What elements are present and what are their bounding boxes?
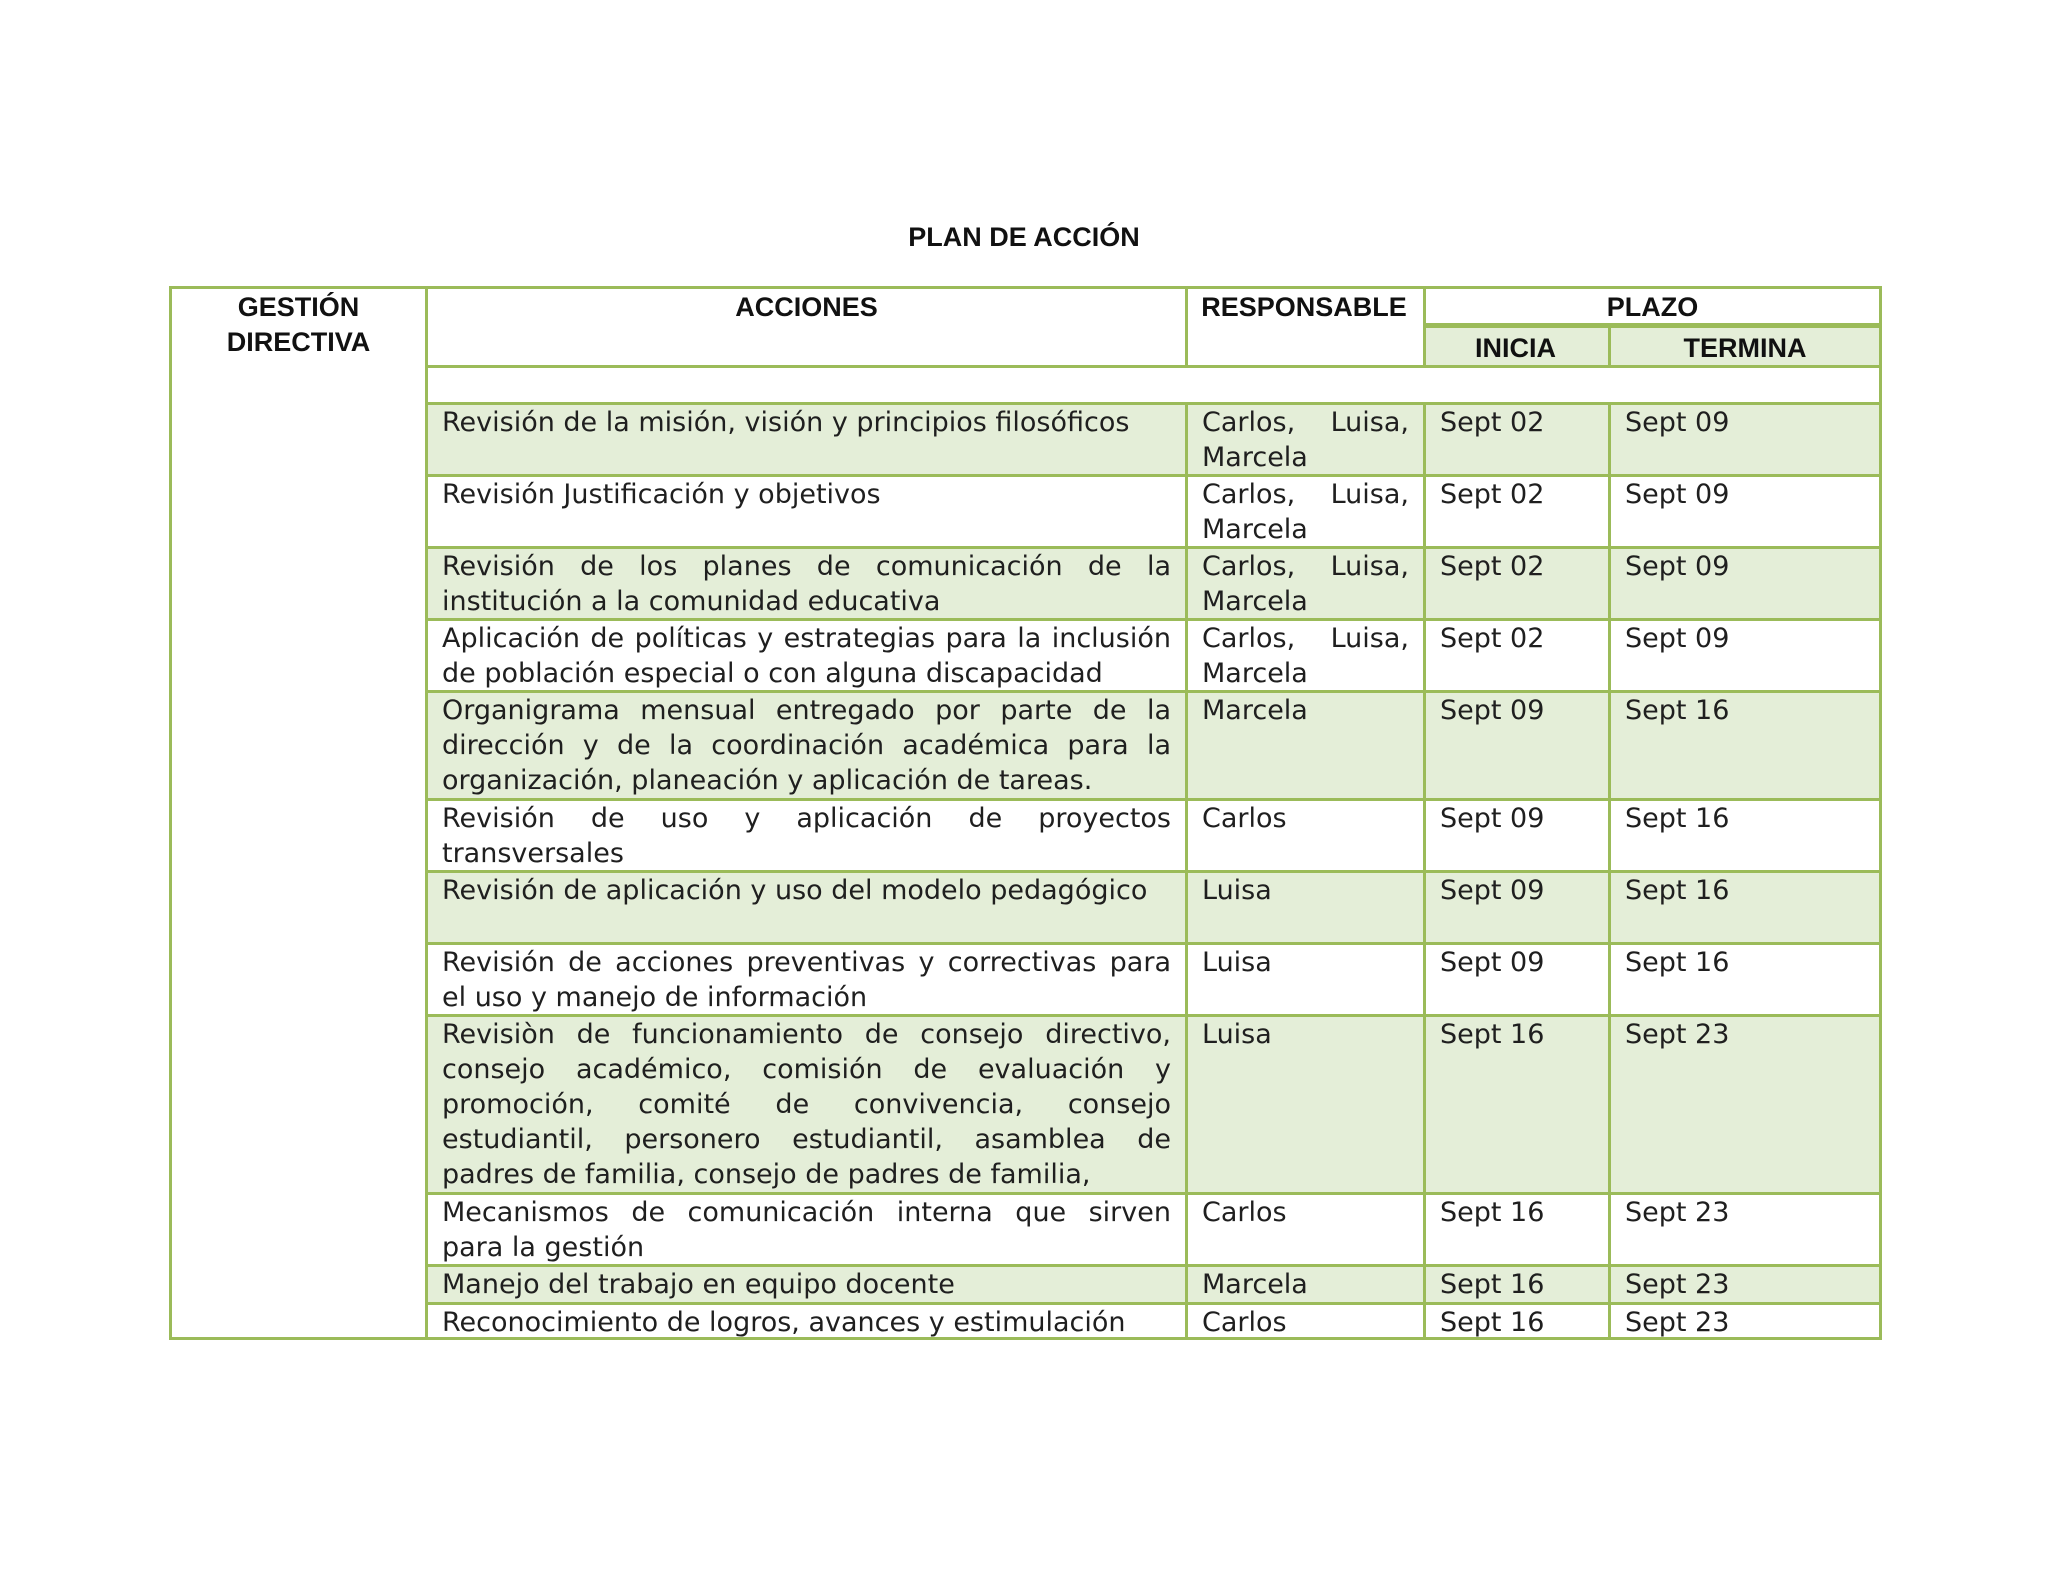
- row-divider: [425, 546, 1882, 549]
- row-inicia: Sept 02: [1440, 623, 1545, 654]
- row-termina: Sept 16: [1625, 803, 1730, 834]
- row-responsable: Luisa: [1202, 875, 1272, 906]
- row-responsable: Carlos, Luisa, Marcela: [1202, 479, 1409, 545]
- row-accion: Reconocimiento de logros, avances y estimulación: [442, 1307, 1126, 1337]
- row-responsable: Carlos, Luisa, Marcela: [1202, 623, 1409, 689]
- row-accion: Revisión Justificación y objetivos: [442, 479, 881, 510]
- border-top: [425, 286, 1882, 289]
- row-termina: Sept 16: [1625, 695, 1730, 726]
- border-bottom: [425, 1337, 1882, 1340]
- action-plan-table: [169, 286, 1882, 1340]
- header-acciones: ACCIONES: [735, 292, 878, 322]
- row-responsable: Carlos: [1202, 803, 1287, 834]
- row-responsable: Carlos, Luisa, Marcela: [1202, 407, 1409, 473]
- row-accion: Revisión de los planes de comunicación de la institución a la comunidad educativa: [442, 551, 1171, 617]
- row-termina: Sept 23: [1625, 1019, 1730, 1050]
- row-inicia: Sept 16: [1440, 1269, 1545, 1300]
- header-bottom: [425, 365, 1882, 368]
- row-responsable: Luisa: [1202, 947, 1272, 978]
- spacer-right: [1879, 365, 1882, 405]
- row-termina: Sept 09: [1625, 551, 1730, 582]
- header-responsable: RESPONSABLE: [1201, 292, 1407, 322]
- row-termina: Sept 09: [1625, 479, 1730, 510]
- row-termina: Sept 16: [1625, 947, 1730, 978]
- page-title: PLAN DE ACCIÓN: [908, 222, 1140, 252]
- row-accion: Organigrama mensual entregado por parte de la dirección y de la coordinación académica para la organización, planeación y aplicación de tareas.: [442, 695, 1171, 796]
- header-termina: TERMINA: [1683, 333, 1807, 363]
- row-divider: [425, 1264, 1882, 1267]
- column-divider: [1423, 402, 1426, 1340]
- border-top-gestion: [169, 286, 425, 289]
- border-left: [169, 286, 172, 1340]
- row-termina: Sept 23: [1625, 1197, 1730, 1228]
- row-responsable: Carlos: [1202, 1197, 1287, 1228]
- row-responsable: Marcela: [1202, 1269, 1308, 1300]
- row-accion: Revisiòn de funcionamiento de consejo directivo, consejo académico, comisión de evaluación y promoción, comité de convivencia, consejo estudiantil, personero estudiantil, asamblea de padres de familia, consejo de padres de familia,: [442, 1019, 1171, 1190]
- row-inicia: Sept 16: [1440, 1197, 1545, 1228]
- row-responsable: Luisa: [1202, 1019, 1272, 1050]
- row-responsable: Carlos, Luisa, Marcela: [1202, 551, 1409, 617]
- row-responsable: Carlos: [1202, 1307, 1287, 1337]
- row-inicia: Sept 09: [1440, 875, 1545, 906]
- row-inicia: Sept 16: [1440, 1019, 1545, 1050]
- column-divider: [1185, 402, 1188, 1340]
- row-termina: Sept 09: [1625, 623, 1730, 654]
- row-divider: [425, 798, 1882, 801]
- row-divider: [425, 870, 1882, 873]
- row-accion: Mecanismos de comunicación interna que sirven para la gestión: [442, 1197, 1171, 1263]
- row-accion: Revisión de acciones preventivas y correctivas para el uso y manejo de información: [442, 947, 1171, 1013]
- border-bottom-gestion: [169, 1337, 428, 1340]
- row-divider: [425, 690, 1882, 693]
- row-inicia: Sept 02: [1440, 479, 1545, 510]
- row-inicia: Sept 09: [1440, 803, 1545, 834]
- row-termina: Sept 16: [1625, 875, 1730, 906]
- column-divider: [1608, 402, 1611, 1340]
- header-inicia: INICIA: [1475, 333, 1556, 363]
- row-divider: [425, 474, 1882, 477]
- row-divider: [425, 1014, 1882, 1017]
- row-responsable: Marcela: [1202, 695, 1308, 726]
- row-divider: [425, 1192, 1882, 1195]
- row-divider: [425, 942, 1882, 945]
- row-inicia: Sept 02: [1440, 407, 1545, 438]
- row-termina: Sept 09: [1625, 407, 1730, 438]
- row-divider: [425, 618, 1882, 621]
- row-accion: Revisión de uso y aplicación de proyectos transversales: [442, 803, 1171, 869]
- plazo-divider: [1423, 323, 1882, 328]
- inicia-termina-divider-header: [1608, 326, 1611, 366]
- column-divider-gestion: [425, 286, 428, 1340]
- row-inicia: Sept 02: [1440, 551, 1545, 582]
- row-inicia: Sept 09: [1440, 947, 1545, 978]
- responsable-plazo-divider-header: [1423, 286, 1426, 368]
- header-plazo: PLAZO: [1606, 292, 1699, 322]
- row-accion: Revisión de aplicación y uso del modelo pedagógico: [442, 875, 1148, 906]
- row-termina: Sept 23: [1625, 1307, 1730, 1337]
- row-divider: [425, 402, 1882, 405]
- row-accion: Revisión de la misión, visión y principios filosóficos: [442, 407, 1130, 438]
- row-inicia: Sept 16: [1440, 1307, 1545, 1337]
- row-divider: [425, 1302, 1882, 1305]
- row-accion: Manejo del trabajo en equipo docente: [442, 1269, 955, 1300]
- acciones-responsable-divider-header: [1185, 286, 1188, 368]
- row-inicia: Sept 09: [1440, 695, 1545, 726]
- row-accion: Aplicación de políticas y estrategias para la inclusión de población especial o con alguna discapacidad: [442, 623, 1171, 689]
- header-gestion-directiva: GESTIÓN DIRECTIVA: [226, 292, 371, 357]
- row-termina: Sept 23: [1625, 1269, 1730, 1300]
